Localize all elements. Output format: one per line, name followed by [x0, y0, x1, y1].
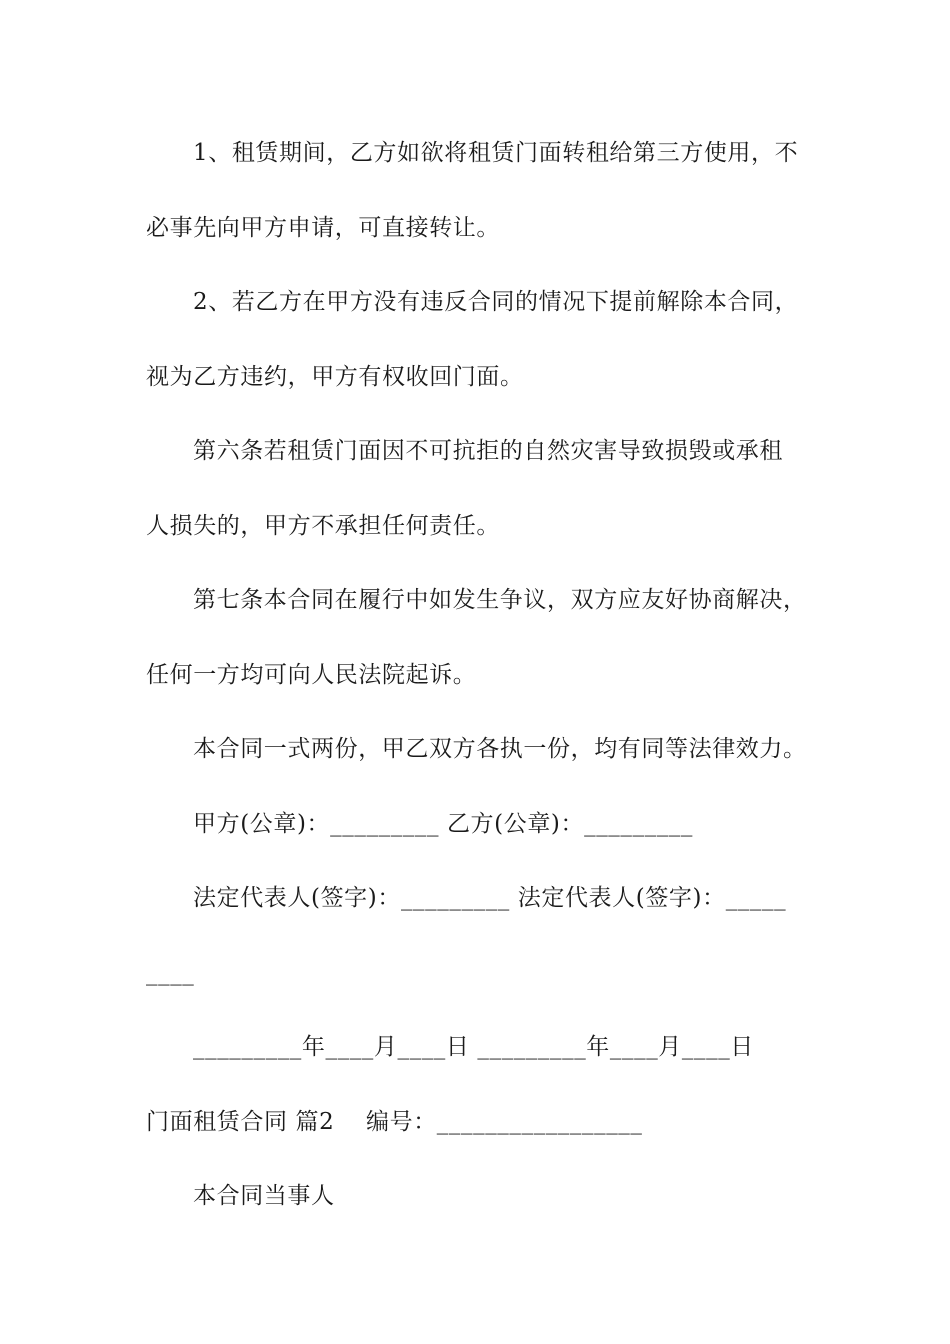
date-line: _________年____月____日 _________年____月____日 [193, 1034, 754, 1060]
party-seal-line: 甲方(公章)：_________ 乙方(公章)：_________ [193, 811, 694, 837]
clause-termination-line-2: 视为乙方违约，甲方有权收回门面。 [146, 364, 524, 390]
copies-statement: 本合同一式两份，甲乙双方各执一份，均有同等法律效力。 [193, 736, 807, 762]
article-seven-line-1: 第七条本合同在履行中如发生争议，双方应友好协商解决， [193, 587, 807, 613]
legal-representative-continuation: ____ [146, 960, 195, 986]
clause-sublet-line-2: 必事先向甲方申请，可直接转让。 [146, 215, 500, 241]
clause-sublet-line-1: 1、租赁期间，乙方如欲将租赁门面转租给第三方使用，不 [193, 140, 799, 166]
contract-2-heading: 门面租赁合同 篇2 编号：_________________ [146, 1109, 643, 1135]
article-seven-line-2: 任何一方均可向人民法院起诉。 [146, 662, 477, 688]
clause-termination-line-1: 2、若乙方在甲方没有违反合同的情况下提前解除本合同， [193, 289, 799, 315]
article-six-line-2: 人损失的，甲方不承担任何责任。 [146, 513, 500, 539]
legal-representative-line: 法定代表人(签字)：_________ 法定代表人(签字)：_____ [193, 885, 787, 911]
article-six-line-1: 第六条若租赁门面因不可抗拒的自然灾害导致损毁或承租 [193, 438, 783, 464]
parties-heading: 本合同当事人 [193, 1183, 335, 1209]
